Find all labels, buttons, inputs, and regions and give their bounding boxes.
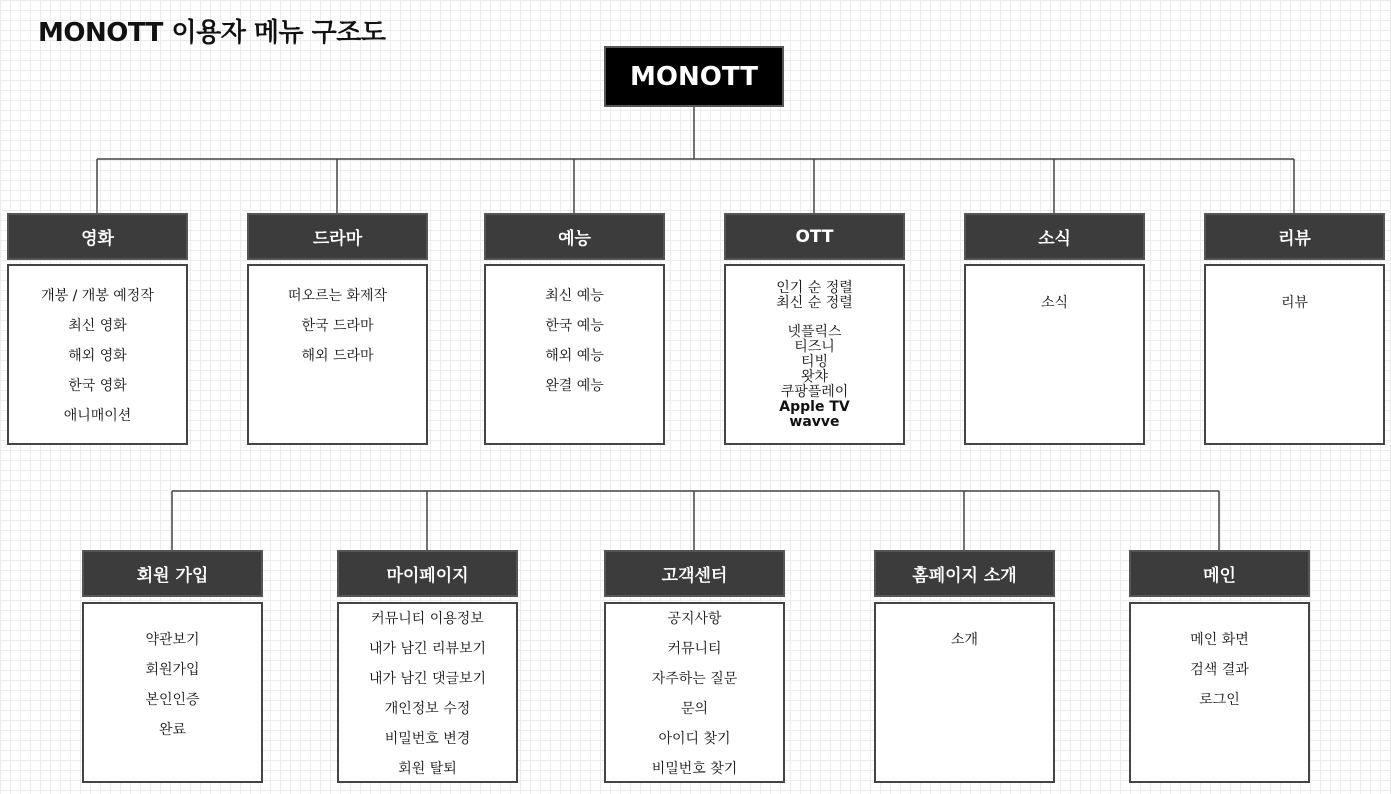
list-item: 비밀번호 변경 xyxy=(384,731,471,747)
node-ott-list xyxy=(724,264,905,445)
node-review: 리뷰 xyxy=(1204,213,1385,260)
list-item: 소식 xyxy=(1040,295,1069,311)
list-item: 최신 순 정렬 xyxy=(776,295,853,311)
node-mypage-list xyxy=(337,602,518,783)
node-news-list xyxy=(964,264,1145,445)
list-item: 검색 결과 xyxy=(1190,662,1249,678)
list-item: 회원가입 xyxy=(145,662,200,678)
root-node: MONOTT xyxy=(604,46,784,107)
list-item: 개인정보 수정 xyxy=(384,701,471,717)
list-item: 내가 남긴 리뷰보기 xyxy=(368,641,487,657)
diagram-title: MONOTT 이용자 메뉴 구조도 xyxy=(38,18,386,48)
list-item: 비밀번호 찾기 xyxy=(651,761,738,777)
list-item: 본인인증 xyxy=(145,692,200,708)
list-item: 회원 탈퇴 xyxy=(398,761,457,777)
node-about-list xyxy=(874,602,1055,783)
list-item: 쿠팡플레이 xyxy=(780,384,849,400)
list-item: 왓챠 xyxy=(800,369,829,385)
node-review-list xyxy=(1204,264,1385,445)
list-item: Apple TV xyxy=(779,399,850,415)
node-support-list xyxy=(604,602,785,783)
list-item: 해외 영화 xyxy=(68,348,127,364)
list-item: 완결 예능 xyxy=(545,378,604,394)
list-item: 티빙 xyxy=(800,354,829,370)
list-item: 인기 순 정렬 xyxy=(776,280,853,296)
list-item: 해외 드라마 xyxy=(301,348,374,364)
list-item: 약관보기 xyxy=(145,632,200,648)
node-support: 고객센터 xyxy=(604,550,785,597)
node-main: 메인 xyxy=(1129,550,1310,597)
list-item: 메인 화면 xyxy=(1190,632,1249,648)
list-item: 공지사항 xyxy=(667,611,722,627)
node-signup-list xyxy=(82,602,263,783)
node-signup: 회원 가입 xyxy=(82,550,263,597)
list-item: 개봉 / 개봉 예정작 xyxy=(41,288,154,304)
list-item: 로그인 xyxy=(1199,692,1240,708)
list-item: 리뷰 xyxy=(1280,295,1309,311)
list-item: 소개 xyxy=(950,632,979,648)
list-item: 최신 예능 xyxy=(545,288,604,304)
list-item: 자주하는 질문 xyxy=(651,671,738,687)
list-item: 최신 영화 xyxy=(68,318,127,334)
list-item: 한국 드라마 xyxy=(301,318,374,334)
node-variety: 예능 xyxy=(484,213,665,260)
node-ott: OTT xyxy=(724,213,905,260)
node-mypage: 마이페이지 xyxy=(337,550,518,597)
node-news: 소식 xyxy=(964,213,1145,260)
node-drama-list xyxy=(247,264,428,445)
list-item: 커뮤니티 xyxy=(667,641,722,657)
node-movie: 영화 xyxy=(7,213,188,260)
list-item: wavve xyxy=(789,414,840,430)
list-item: 넷플릭스 xyxy=(787,324,842,340)
list-item: 애니매이션 xyxy=(63,408,132,424)
list-item: 완료 xyxy=(158,722,187,738)
list-item: 떠오르는 화제작 xyxy=(287,288,388,304)
list-item: 커뮤니티 이용정보 xyxy=(371,611,484,627)
list-item: 한국 예능 xyxy=(545,318,604,334)
node-movie-list xyxy=(7,264,188,445)
node-main-list xyxy=(1129,602,1310,783)
list-item: 한국 영화 xyxy=(68,378,127,394)
list-item: 해외 예능 xyxy=(545,348,604,364)
list-item: 문의 xyxy=(680,701,709,717)
node-about: 홈페이지 소개 xyxy=(874,550,1055,597)
list-item: 내가 남긴 댓글보기 xyxy=(368,671,487,687)
list-item: 아이디 찾기 xyxy=(658,731,731,747)
node-variety-list xyxy=(484,264,665,445)
list-item: 티즈니 xyxy=(794,339,835,355)
node-drama: 드라마 xyxy=(247,213,428,260)
